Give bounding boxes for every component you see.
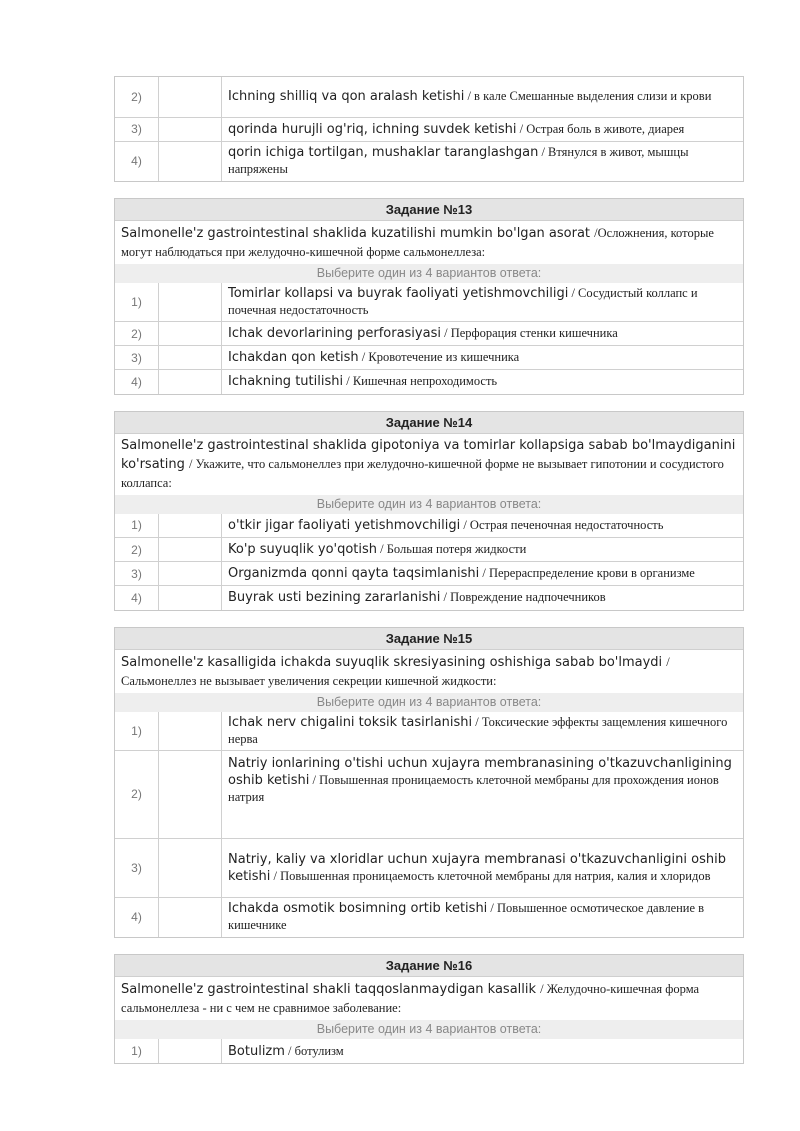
option-number: 4) [115, 141, 159, 181]
option-text [222, 586, 744, 610]
option-number: 3) [115, 346, 159, 370]
option-text [222, 897, 744, 937]
option-row[interactable] [115, 117, 743, 141]
option-number: 4) [115, 586, 159, 610]
option-text [222, 322, 744, 346]
option-row[interactable] [115, 283, 743, 322]
task-title: Задание №15 [115, 628, 743, 650]
answer-cell[interactable] [159, 77, 222, 117]
option-text [222, 838, 744, 897]
option-text-ru: / Повышенное осмотическое давление в кишечнике [228, 901, 705, 933]
option-text-uz: Tomirlar kollapsi va buyrak faoliyati yetishmovchiligi [228, 286, 569, 301]
option-number: 1) [131, 1044, 142, 1058]
option-number: 3) [115, 562, 159, 586]
option-row[interactable] [115, 370, 743, 394]
option-text-ru: / Повышенная проницаемость клеточной мембраны для прохождения ионов натрия [228, 772, 719, 804]
option-number: 3) [115, 838, 159, 897]
test-page [114, 76, 744, 1080]
option-text-ru: / Втянулся в живот, мышцы напряжены [228, 145, 689, 177]
option-number: 4) [115, 370, 159, 394]
answer-cell[interactable] [159, 346, 222, 370]
option-number: 1) [131, 723, 142, 738]
task-instruction: Выберите один из 4 вариантов ответа: [115, 495, 743, 514]
answer-cell[interactable] [159, 538, 222, 562]
task-question [115, 434, 743, 495]
option-text-uz: qorin ichiga tortilgan, mushaklar taranglashgan [228, 145, 539, 161]
option-text-uz: Ichak devorlarining perforasiyasi [228, 326, 441, 341]
options-table [115, 1039, 743, 1063]
option-text [222, 1039, 744, 1063]
answer-cell[interactable] [159, 586, 222, 610]
option-text [222, 370, 744, 394]
option-text [222, 514, 744, 538]
option-number: 1) [131, 518, 142, 533]
option-row[interactable] [115, 838, 743, 897]
options-table [115, 283, 743, 394]
task-instruction: Выберите один из 4 вариантов ответа: [115, 693, 743, 712]
question-ru: / Укажите, что сальмонеллез при желудочно-кишечной форме не вызывает гипотонии и сосудистого коллапса: [121, 456, 724, 490]
option-text-uz: Ichning shilliq va qon aralash ketishi [228, 89, 465, 105]
question-uz: Salmonelle'z gastrointestinal shaklida gipotoniya va tomirlar kollapsiga sabab bo'lmaydiganini ko'rsating [121, 437, 736, 472]
option-text-uz: Natriy ionlarining o'tishi uchun xujayra membranasining o'tkazuvchanligining oshib ketishi [228, 755, 732, 788]
option-text-ru: / Токсические эффекты защемления кишечного нерва [228, 714, 728, 746]
option-text-uz: Ichakning tutilishi [228, 374, 344, 390]
option-text-ru: / Кишечная непроходимость [343, 374, 498, 389]
question-uz: Salmonelle'z gastrointestinal shaklida kuzatilishi mumkin bo'lgan asorat [121, 226, 595, 241]
option-text-uz: Botulizm [228, 1043, 285, 1059]
option-number: 2) [131, 89, 142, 104]
question-ru: / Желудочно-кишечная форма сальмонеллеза - ни с чем не сравнимое заболевание: [121, 982, 700, 1015]
answer-cell[interactable] [159, 117, 222, 141]
question-ru: /Осложнения, которые могут наблюдаться при желудочно-кишечной форме сальмонеллеза: [121, 226, 714, 259]
task-block-14 [114, 411, 744, 611]
option-text [222, 283, 744, 322]
answer-cell[interactable] [159, 370, 222, 394]
answer-cell[interactable] [159, 897, 222, 937]
option-text-uz: Natriy, kaliy va xloridlar uchun xujayra membranasi o'tkazuvchanligini oshib ketishi [228, 851, 726, 884]
option-row[interactable] [115, 712, 743, 751]
option-row[interactable] [115, 1039, 743, 1063]
answer-cell[interactable] [159, 750, 222, 838]
option-number: 2) [115, 750, 159, 838]
option-text-ru: / Повреждение надпочечников [440, 590, 606, 605]
option-text-ru: / Кровотечение из кишечника [358, 350, 520, 364]
answer-cell[interactable] [159, 283, 222, 322]
option-text-ru: / Перераспределение крови в организме [479, 566, 695, 580]
option-text [222, 141, 744, 181]
option-text [222, 538, 744, 562]
task-title: Задание №14 [115, 412, 743, 434]
option-number: 2) [115, 538, 159, 562]
option-text-ru: / Повышенная проницаемость клеточной мембраны для натрия, калия и хлоридов [270, 868, 711, 883]
question-ru: / Сальмонеллез не вызывает увеличения секреции кишечной жидкости: [121, 654, 670, 688]
question-uz: Salmonelle'z gastrointestinal shakli taqqoslanmaydigan kasallik [121, 982, 541, 997]
task-title: Задание №13 [115, 199, 743, 221]
option-text [222, 346, 744, 370]
task-block-15 [114, 627, 744, 939]
previous-task-options [114, 76, 744, 182]
option-text-ru: / Сосудистый коллапс и почечная недостаточность [228, 286, 698, 317]
option-row[interactable] [115, 346, 743, 370]
option-number: 2) [115, 322, 159, 346]
option-row[interactable] [115, 586, 743, 610]
option-row[interactable] [115, 538, 743, 562]
options-table [115, 77, 743, 181]
option-text-ru: / Острая печеночная недостаточность [460, 517, 664, 532]
task-block-16 [114, 954, 744, 1064]
option-text [222, 117, 744, 141]
option-text [222, 712, 744, 751]
task-question [115, 221, 743, 264]
option-row[interactable] [115, 562, 743, 586]
option-text-uz: o'tkir jigar faoliyati yetishmovchiligi [228, 517, 461, 533]
option-text [222, 77, 744, 117]
answer-cell[interactable] [159, 322, 222, 346]
option-text [222, 750, 744, 838]
option-text-uz: Organizmda qonni qayta taqsimlanishi [228, 566, 480, 581]
answer-cell[interactable] [159, 514, 222, 538]
answer-cell[interactable] [159, 562, 222, 586]
task-block-13 [114, 198, 744, 395]
option-row[interactable] [115, 750, 743, 838]
option-text [222, 562, 744, 586]
option-text-ru: / Перфорация стенки кишечника [440, 326, 618, 340]
answer-cell[interactable] [159, 141, 222, 181]
option-text-ru: / ботулизм [284, 1043, 344, 1058]
option-text-uz: qorinda hurujli og'riq, ichning suvdek ketishi [228, 121, 517, 137]
option-text-uz: Ichakdan qon ketish [228, 350, 359, 365]
option-row[interactable] [115, 141, 743, 181]
question-uz: Salmonelle'z kasalligida ichakda suyuqlik skresiyasining oshishiga sabab bo'lmaydi [121, 654, 667, 670]
option-text-uz: Ko'p suyuqlik yo'qotish [228, 542, 378, 557]
option-number: 1) [131, 295, 142, 309]
option-row[interactable] [115, 322, 743, 346]
option-text-ru: / Большая потеря жидкости [377, 542, 527, 556]
answer-cell[interactable] [159, 712, 222, 751]
option-text-uz: Buyrak usti bezining zararlanishi [228, 590, 441, 606]
task-instruction: Выберите один из 4 вариантов ответа: [115, 264, 743, 283]
option-text-uz: Ichakda osmotik bosimning ortib ketishi [228, 901, 488, 917]
options-table [115, 514, 743, 610]
option-text-ru: / Острая боль в животе, диарея [516, 121, 685, 136]
option-number: 3) [115, 117, 159, 141]
answer-cell[interactable] [159, 838, 222, 897]
answer-cell[interactable] [159, 1039, 222, 1063]
option-row[interactable] [115, 514, 743, 538]
option-row[interactable] [115, 77, 743, 117]
task-question [115, 977, 743, 1020]
task-instruction: Выберите один из 4 вариантов ответа: [115, 1020, 743, 1039]
option-text-ru: / в кале Смешанные выделения слизи и крови [464, 89, 712, 104]
option-text-uz: Ichak nerv chigalini toksik tasirlanishi [228, 714, 473, 730]
task-title: Задание №16 [115, 955, 743, 977]
option-number: 4) [115, 897, 159, 937]
task-question [115, 650, 743, 693]
options-table [115, 712, 743, 938]
option-row[interactable] [115, 897, 743, 937]
